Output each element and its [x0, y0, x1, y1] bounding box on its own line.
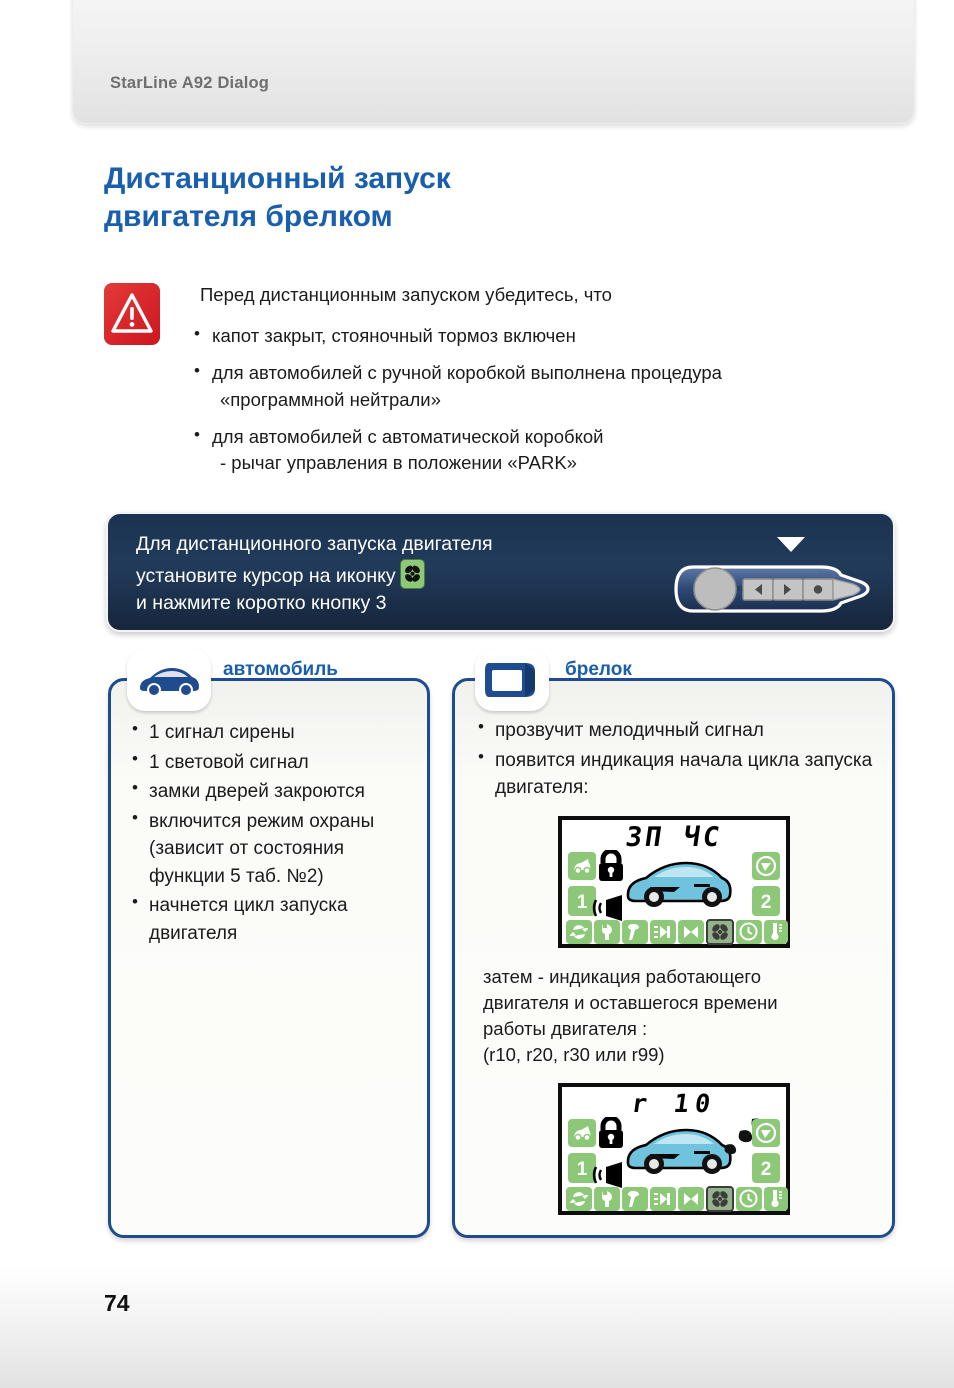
list-item: • прозвучит мелодичный сигнал — [473, 717, 874, 745]
turbo-timer-icon — [650, 1187, 676, 1211]
cycle-icon — [566, 1187, 592, 1211]
product-title: StarLine A92 Dialog — [110, 74, 270, 92]
beam-off-icon — [678, 1187, 704, 1211]
valet-icon — [752, 1119, 780, 1147]
car-result-list — [127, 719, 409, 947]
panel-keyfob — [452, 659, 895, 1238]
svg-text:1: 1 — [576, 1158, 587, 1179]
lcd-screen-engine-running — [558, 1083, 790, 1215]
hood-open-icon — [568, 852, 596, 880]
warning-item-text: для автомобилей с ручной коробкой выполнена процедура — [212, 362, 722, 384]
warning-triangle-icon — [104, 283, 160, 345]
list-item: • 1 световой сигнал — [127, 749, 409, 777]
fan-icon — [706, 1186, 734, 1212]
instruction-line3: и нажмите коротко кнопку 3 — [136, 592, 387, 615]
zone-2-icon — [752, 886, 780, 916]
warning-lead-text: Перед дистанционным запуском убедитесь, что — [200, 284, 612, 305]
lcd-screen-start-cycle — [558, 816, 790, 948]
instruction-line2-text: установите курсор на иконку — [136, 564, 396, 587]
car-icon — [127, 649, 211, 711]
warning-item-subtext: «программной нейтрали» — [220, 388, 441, 410]
page-title — [104, 160, 804, 237]
note-line1: затем - индикация работающего — [483, 965, 762, 987]
list-item: • включится режим охраны (зависит от состояния функции 5 таб. №2) — [127, 808, 409, 891]
warning-item — [190, 424, 904, 477]
warning-item — [190, 360, 904, 413]
hammer-icon — [622, 1187, 648, 1211]
note-line2: двигателя и оставшегося времени — [483, 991, 778, 1013]
warning-list — [190, 323, 904, 476]
clock-icon — [736, 920, 762, 944]
thermometer-icon — [764, 1187, 788, 1211]
instruction-line1: Для дистанционного запуска двигателя — [136, 533, 493, 555]
page-title-line1: Дистанционный запуск — [104, 162, 451, 195]
clock-icon — [736, 1187, 762, 1211]
arrow-down-to-button-3-icon — [777, 537, 805, 552]
warning-item-text: для автомобилей с автоматической коробкой — [212, 425, 604, 447]
cycle-icon — [566, 920, 592, 944]
key-fob-icon — [475, 649, 549, 711]
padlock-closed-icon — [596, 1117, 626, 1154]
panel-car-label: автомобиль — [223, 659, 338, 680]
hood-open-icon — [568, 1119, 596, 1147]
list-item: • появится индикация начала цикла запуска двигателя: — [473, 747, 874, 802]
key-fob-illustration — [671, 561, 876, 617]
list-item: • начнется цикл запуска двигателя — [127, 892, 409, 947]
page-number: 74 — [104, 1290, 130, 1316]
lcd-segment-text: r 10 — [629, 1088, 718, 1118]
beam-off-icon — [678, 920, 704, 944]
thermometer-icon — [764, 920, 788, 944]
svg-text:2: 2 — [760, 1158, 771, 1179]
wrench-icon — [594, 1187, 620, 1211]
lcd-car-graphic — [624, 854, 734, 915]
turbo-timer-icon — [650, 920, 676, 944]
wrench-icon — [594, 920, 620, 944]
page-title-line2: двигателя брелком — [104, 200, 393, 234]
lcd-car-graphic — [624, 1121, 734, 1182]
svg-text:1: 1 — [576, 891, 587, 912]
fan-icon — [400, 559, 425, 589]
page-footer-band — [0, 1266, 954, 1388]
note-line3: работы двигателя : — [483, 1018, 648, 1040]
note-line4: (r10, r20, r30 или r99) — [483, 1044, 665, 1066]
zone-2-icon — [752, 1153, 780, 1183]
hammer-icon — [622, 920, 648, 944]
instruction-line2 — [136, 559, 626, 591]
fan-icon — [706, 919, 734, 945]
list-item: • 1 сигнал сирены — [127, 719, 409, 747]
engine-running-note — [483, 964, 892, 1069]
list-item: • замки дверей закроются — [127, 778, 409, 806]
warning-item — [190, 323, 904, 349]
keyfob-result-list — [473, 717, 874, 802]
warning-item-text: капот закрыт, стояночный тормоз включен — [212, 324, 576, 346]
valet-icon — [752, 852, 780, 880]
panel-car — [108, 659, 430, 1238]
panel-keyfob-label: брелок — [565, 659, 632, 680]
padlock-closed-icon — [596, 850, 626, 887]
warning-block — [104, 283, 904, 487]
instruction-text — [136, 531, 626, 618]
warning-item-subtext: - рычаг управления в положении «PARK» — [220, 452, 577, 474]
lcd-segment-text: ЗП ЧС — [623, 821, 724, 853]
page-header-band — [72, 0, 915, 124]
svg-text:2: 2 — [760, 891, 771, 912]
